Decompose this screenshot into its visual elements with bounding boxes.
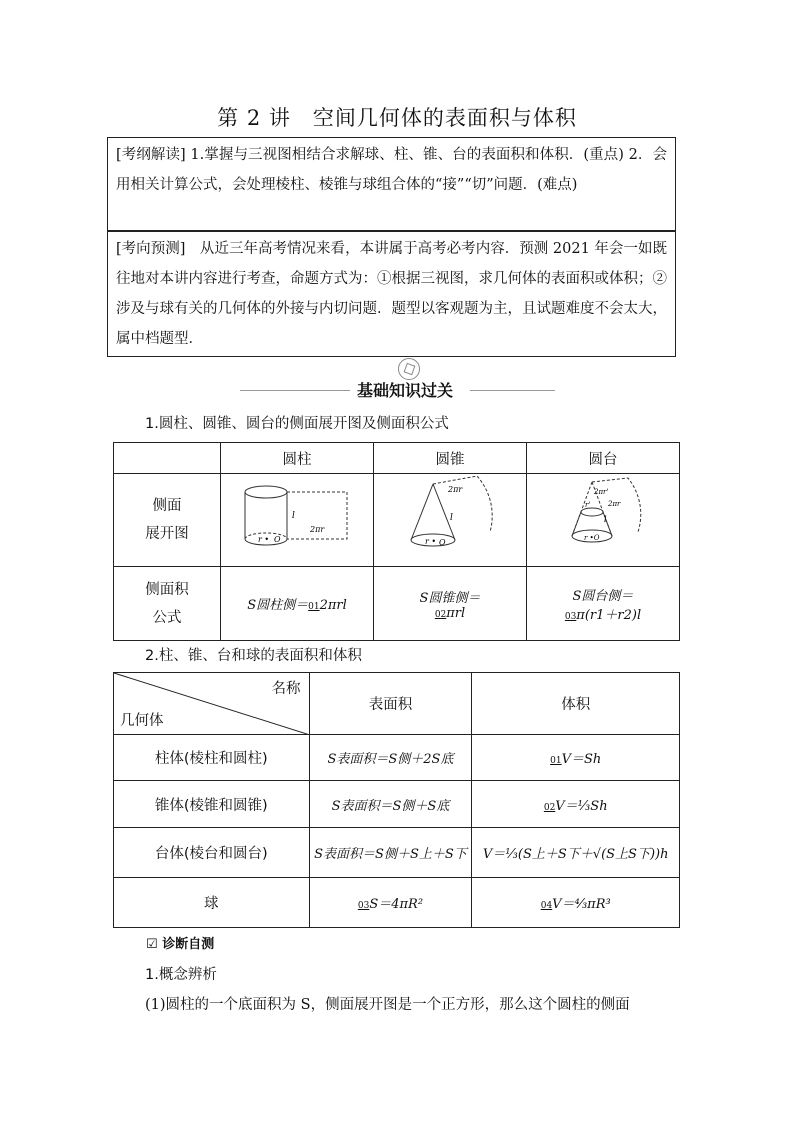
row-pyramid-surface: S表面积＝S侧＋S底 [309, 781, 472, 828]
row-label-net: 侧面 展开图 [114, 474, 221, 567]
cone-formula: S圆锥侧＝ 02πrl [374, 567, 527, 641]
svg-text:r •O: r •O [583, 534, 600, 542]
cylinder-net-figure [221, 474, 374, 567]
corner-header: 名称 几何体 [114, 673, 310, 735]
svg-text:2πr: 2πr [448, 485, 463, 494]
divider-right [470, 390, 555, 391]
svg-text:2πr: 2πr [310, 525, 325, 534]
row-sphere-name: 球 [114, 878, 310, 928]
svg-text:2πr: 2πr [607, 500, 621, 508]
svg-text:r •: r • [258, 535, 270, 544]
row-frustum-surface: S表面积＝S侧＋S上＋S下 [309, 828, 472, 878]
forecast-box [107, 231, 676, 357]
table-lateral-area [113, 442, 680, 641]
svg-text:O: O [439, 538, 446, 547]
row-prism-surface: S表面积＝S侧＋2S底 [309, 735, 472, 781]
row-frustum-name: 台体(棱台和圆台) [114, 828, 310, 878]
divider-left [240, 390, 350, 391]
cone-net-figure [374, 474, 527, 567]
col-cone: 圆锥 [374, 443, 527, 474]
syllabus-box [107, 137, 676, 231]
question-1: (1)圆柱的一个底面积为 S，侧面展开图是一个正方形，那么这个圆柱的侧面 [145, 997, 630, 1013]
section-icon [398, 358, 420, 380]
syllabus-text: 1.掌握与三视图相结合求解球、柱、锥、台的表面积和体积．(重点) 2．会用相关计算公式，会处理棱柱、棱锥与球组合体的“接”“切”问题．(难点) [116, 147, 667, 193]
concept-heading: 1.概念辨析 [145, 967, 217, 983]
col-volume: 体积 [472, 673, 680, 735]
forecast-tag: [考向预测] [116, 241, 186, 257]
col-frustum: 圆台 [526, 443, 679, 474]
row-sphere-surface: 03S＝4πR² [309, 878, 472, 928]
svg-text:2πr': 2πr' [593, 488, 609, 496]
syllabus-tag: [考纲解读] [116, 147, 186, 163]
row-label-formula: 侧面积 公式 [114, 567, 221, 641]
col-cylinder: 圆柱 [221, 443, 374, 474]
diagnosis-heading: ☑ 诊断自测 [146, 937, 215, 952]
heading-1: 1.圆柱、圆锥、圆台的侧面展开图及侧面积公式 [145, 416, 449, 432]
row-pyramid-name: 锥体(棱锥和圆锥) [114, 781, 310, 828]
frustum-formula: S圆台侧＝ 03π(r1＋r2)l [526, 567, 679, 641]
row-prism-name: 柱体(棱柱和圆柱) [114, 735, 310, 781]
frustum-net-figure [526, 474, 679, 567]
table-area-volume [113, 672, 680, 928]
checkmark-icon: ☑ [146, 937, 158, 952]
row-sphere-volume: 04V＝⁴⁄₃πR³ [472, 878, 680, 928]
svg-text:l: l [450, 513, 453, 523]
row-frustum-volume: V＝⅓(S上＋S下＋√(S上S下))h [472, 828, 680, 878]
forecast-text: 从近三年高考情况来看，本讲属于高考必考内容．预测 2021 年会一如既往地对本讲内容进行考查，命题方式为：①根据三视图，求几何体的表面积或体积；②涉及与球有关的几何体的外接与内切问题．题型以客观题为主，且试题难度不会太大，属中档题型． [116, 241, 667, 347]
svg-text:r •: r • [425, 537, 437, 546]
cylinder-formula: S圆柱侧＝012πrl [221, 567, 374, 641]
svg-text:O: O [274, 535, 281, 544]
heading-2: 2.柱、锥、台和球的表面积和体积 [145, 648, 362, 664]
col-surface: 表面积 [309, 673, 472, 735]
svg-text:r': r' [584, 501, 591, 509]
row-prism-volume: 01V＝Sh [472, 735, 680, 781]
svg-text:l: l [603, 515, 607, 524]
row-pyramid-volume: 02V＝⅓Sh [472, 781, 680, 828]
page-title: 第 2 讲 空间几何体的表面积与体积 [217, 106, 577, 130]
svg-text:l: l [292, 511, 295, 521]
section-title: 基础知识过关 [357, 381, 454, 400]
